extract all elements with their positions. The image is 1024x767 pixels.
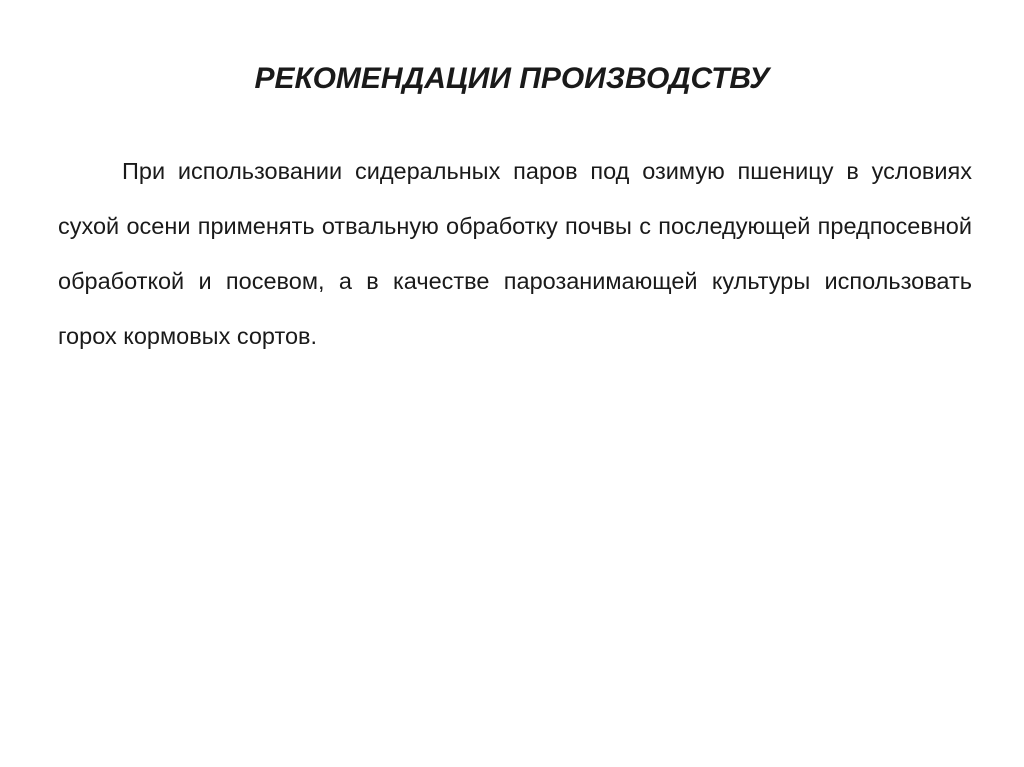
slide-title: РЕКОМЕНДАЦИИ ПРОИЗВОДСТВУ <box>254 62 770 95</box>
recommendation-paragraph: При использовании сидеральных паров под озимую пшеницу в условиях сухой осени применять отвальную обработку почвы с последующей предпосевной обработкой и посевом, а в качестве парозанимающей культуры использовать горох кормовых сортов. <box>58 158 972 349</box>
